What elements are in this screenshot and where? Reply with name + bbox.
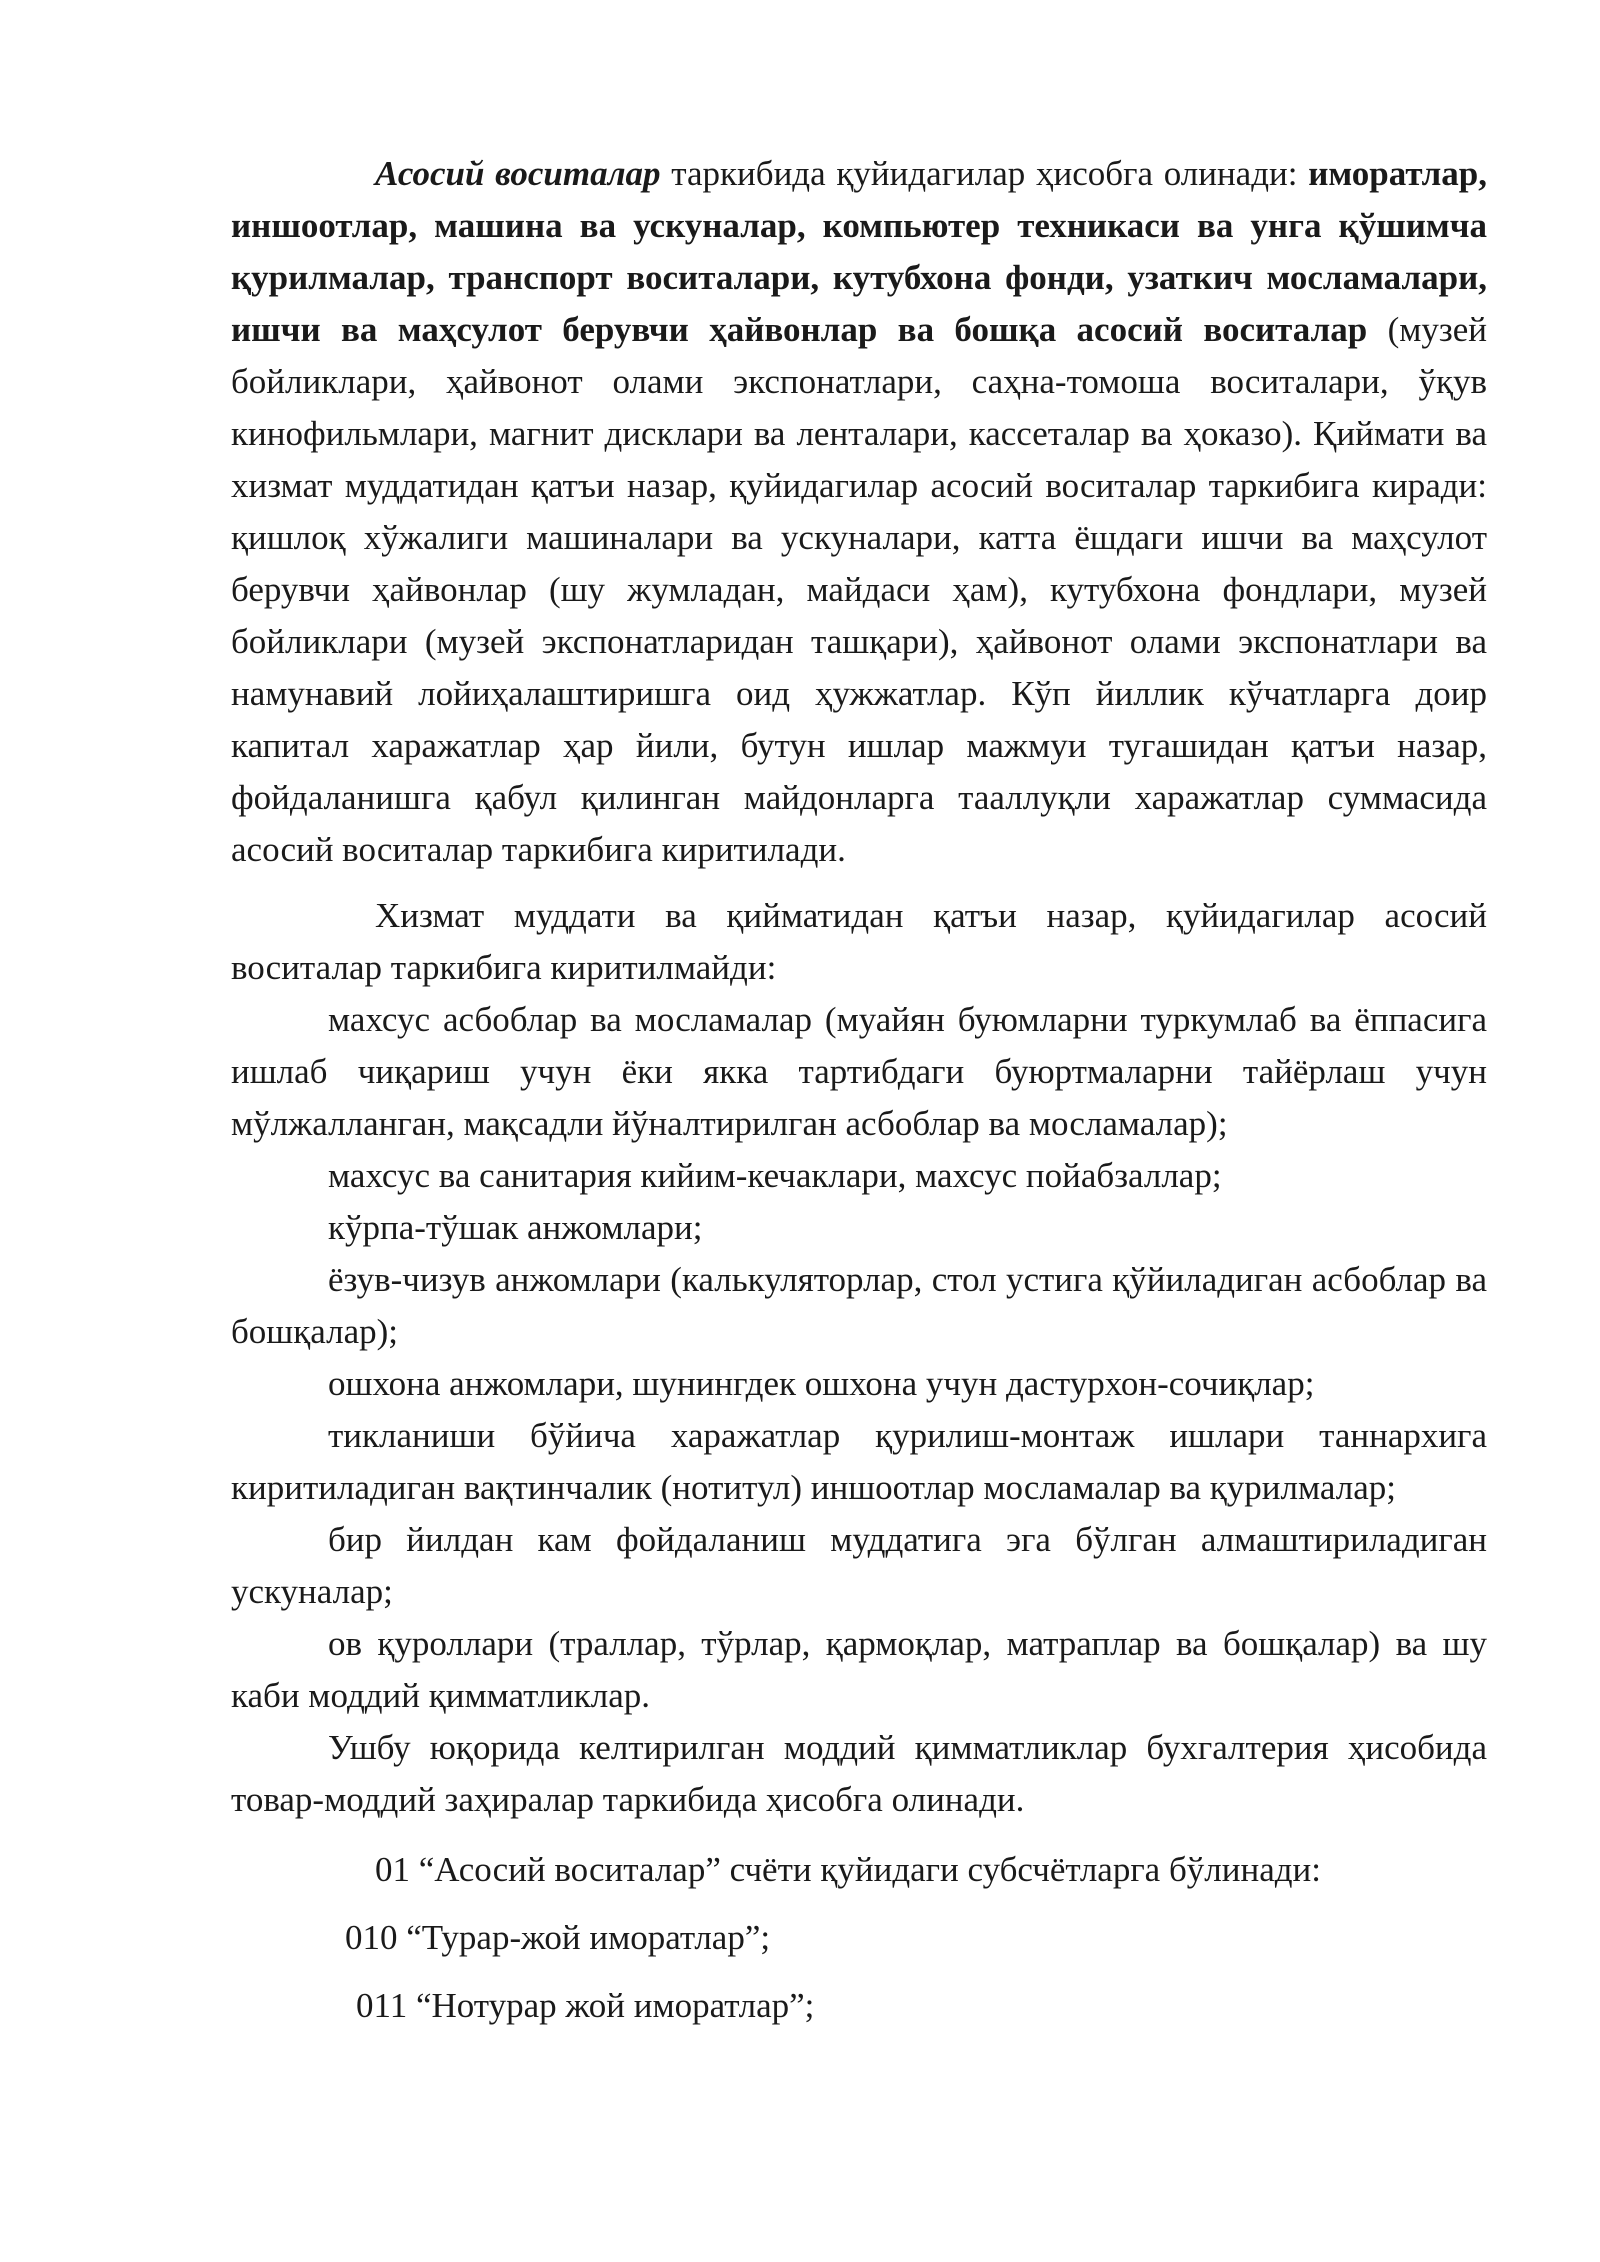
exclusion-item: бир йилдан кам фойдаланиш муддатига эга бўлган алмаштириладиган ускуналар; bbox=[231, 1520, 1487, 1611]
asset-list-bold: иморатлар, иншоотлар, машина ва ускуналар, компьютер техникаси ва унга қўшимча қурилмалар, транспорт воситалари, кутубхона фонди, узаткич мосламалари, ишчи ва маҳсулот берувчи ҳайвонлар ва бошқа асосий воситалар bbox=[231, 154, 1487, 349]
exclusion-item: ошхона анжомлари, шунингдек ошхона учун дастурхон-сочиқлар; bbox=[328, 1364, 1315, 1403]
exclusions-intro-paragraph: Хизмат муддати ва қийматидан қатъи назар, қуйидагилар асосий воситалар таркибига киритилмайди: bbox=[231, 896, 1487, 987]
exclusion-item: ёзув-чизув анжомлари (калькуляторлар, стол устига қўйиладиган асбоблар ва бошқалар); bbox=[231, 1260, 1487, 1351]
exclusion-item: кўрпа-тўшак анжомлари; bbox=[328, 1208, 703, 1247]
exclusion-item: махсус ва санитария кийим-кечаклари, махсус пойабзаллар; bbox=[328, 1156, 1222, 1195]
subaccount-item: 010 “Турар-жой иморатлар”; bbox=[345, 1918, 771, 1957]
exclusion-item: махсус асбоблар ва мосламалар (муайян буюмларни туркумлаб ва ёппасига ишлаб чиқариш учун ёки якка тартибдаги буюртмаларни тайёрлаш учун мўлжалланган, мақсадли йўналтирилган асбоблар ва мосламалар); bbox=[231, 1000, 1487, 1143]
exclusion-item: тикланиши бўйича харажатлар қурилиш-монтаж ишлари таннархига киритиладиган вақтинчалик (нотитул) иншоотлар мосламалар ва қурилмалар; bbox=[231, 1416, 1487, 1507]
exclusion-item: ов қуроллари (траллар, тўрлар, қармоқлар, матраплар ва бошқалар) ва шу каби моддий қимматликлар. bbox=[231, 1624, 1487, 1715]
subaccounts-heading: 01 “Асосий воситалар” счёти қуйидаги субсчётларга бўлинади: bbox=[375, 1850, 1321, 1889]
inventory-note-paragraph: Ушбу юқорида келтирилган моддий қимматликлар бухгалтерия ҳисобида товар-моддий заҳиралар таркибида ҳисобга олинади. bbox=[231, 1728, 1487, 1819]
fixed-assets-term: Асосий воситалар bbox=[375, 154, 661, 193]
document-page bbox=[231, 148, 1487, 2032]
paragraph-body: (музей бойликлари, ҳайвонот олами экспонатлари, саҳна-томоша воситалари, ўқув кинофильмлари, магнит дисклари ва ленталари, кассеталар ва ҳоказо). Қиймати ва хизмат муддатидан қатъи назар, қуйидагилар асосий воситалар таркибига киради: қишлоқ хўжалиги машиналари ва ускуналари, катта ёшдаги ишчи ва маҳсулот берувчи ҳайвонлар (шу жумладан, майдаси ҳам), кутубхона фондлари, музей бойликлари (музей экспонатларидан ташқари), ҳайвонот олами экспонатлари ва намунавий лойиҳалаштиришга оид ҳужжатлар. Кўп йиллик кўчатларга доир капитал харажатлар ҳар йили, бутун ишлар мажмуи тугашидан қатъи назар, фойдаланишга қабул қилинган майдонларга тааллуқли харажатлар суммасида асосий воситалар таркибига киритилади. bbox=[231, 310, 1487, 869]
fixed-assets-paragraph bbox=[231, 148, 1487, 876]
subaccount-item: 011 “Нотурар жой иморатлар”; bbox=[356, 1986, 815, 2025]
intro-text: таркибида қуйидагилар ҳисобга олинади: bbox=[660, 154, 1309, 193]
